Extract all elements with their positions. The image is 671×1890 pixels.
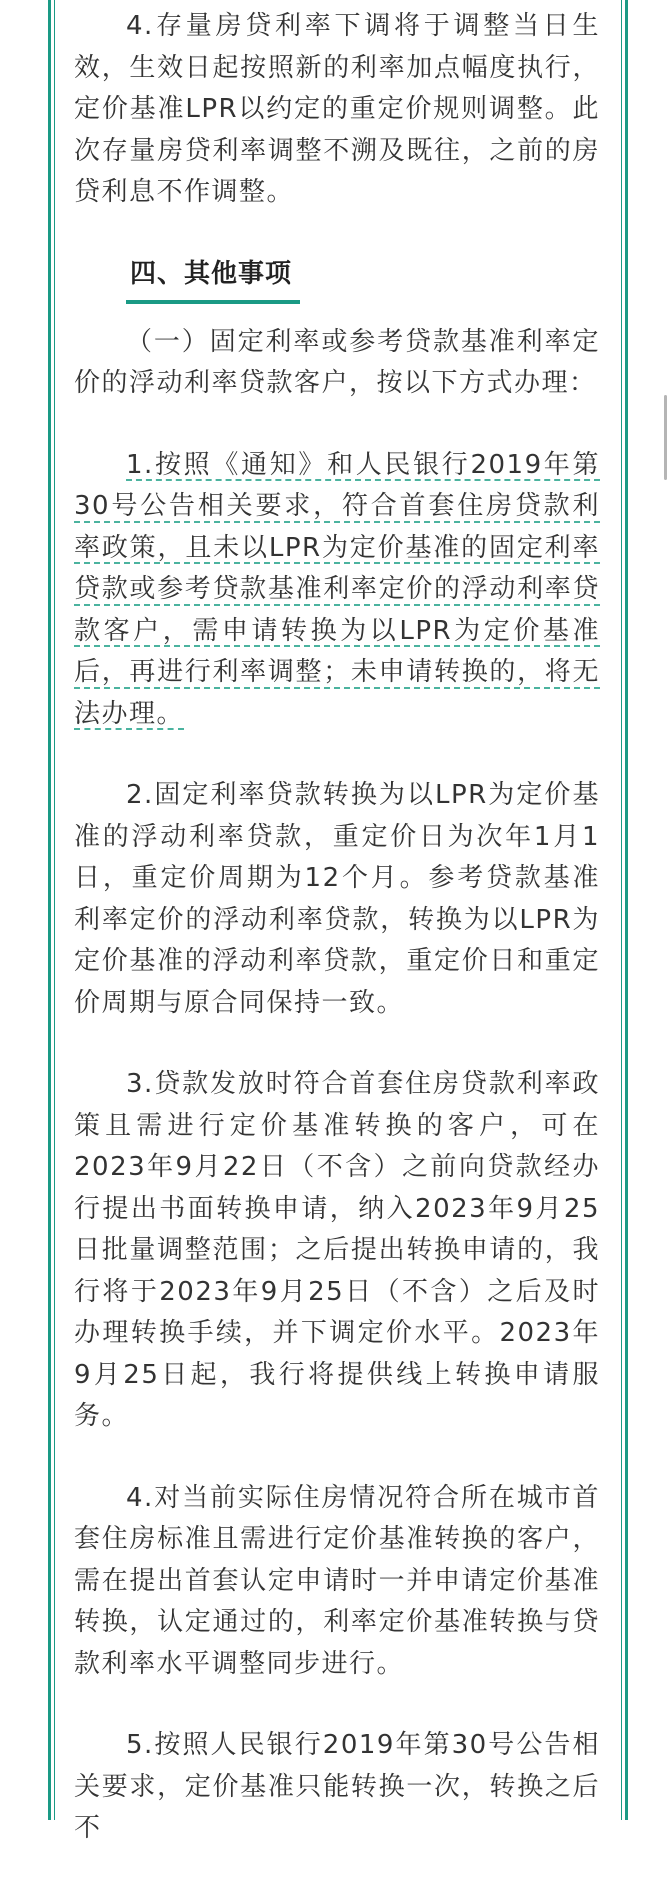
- section-heading-other-matters: 四、其他事项: [126, 256, 300, 304]
- paragraph-item-4: 4.对当前实际住房情况符合所在城市首套住房标准且需进行定价基准转换的客户，需在提出首套认定申请时一并申请定价基准转换，认定通过的，利率定价基准转换与贷款利率水平调整同步进行。: [74, 1482, 600, 1679]
- article-body: [74, 6, 600, 1890]
- paragraph-rate-adjustment-effective: 4.存量房贷利率下调将于调整当日生效，生效日起按照新的利率加点幅度执行，定价基准LPR以约定的重定价规则调整。此次存量房贷利率调整不溯及既往，之前的房贷利息不作调整。: [74, 11, 600, 207]
- paragraph-item-1: 1.按照《通知》和人民银行2019年第30号公告相关要求，符合首套住房贷款利率政策，且未以LPR为定价基准的固定利率贷款或参考贷款基准利率定价的浮动利率贷款客户，需申请转换为以LPR为定价基准后，再进行利率调整；未申请转换的，将无法办理。: [74, 449, 600, 729]
- section-heading-wrap: [74, 254, 600, 304]
- paragraph-item-2: 2.固定利率贷款转换为以LPR为定价基准的浮动利率贷款，重定价日为次年1月1日，重定价周期为12个月。参考贷款基准利率定价的浮动利率贷款，转换为以LPR为定价基准的浮动利率贷款，重定价日和重定价周期与原合同保持一致。: [74, 780, 600, 1018]
- paragraph-item-3: 3.贷款发放时符合首套住房贷款利率政策且需进行定价基准转换的客户，可在2023年9月22日（不含）之前向贷款经办行提出书面转换申请，纳入2023年9月25日批量调整范围；之后提出转换申请的，我行将于2023年9月25日（不含）之后及时办理转换手续，并下调定价水平。2023年9月25日起，我行将提供线上转换申请服务。: [74, 1069, 600, 1431]
- paragraph-fixed-rate-customers: （一）固定利率或参考贷款基准利率定价的浮动利率贷款客户，按以下方式办理：: [74, 326, 600, 398]
- paragraph-item-5: 5.按照人民银行2019年第30号公告相关要求，定价基准只能转换一次，转换之后不: [74, 1730, 600, 1843]
- scrollbar-thumb[interactable]: [664, 395, 667, 480]
